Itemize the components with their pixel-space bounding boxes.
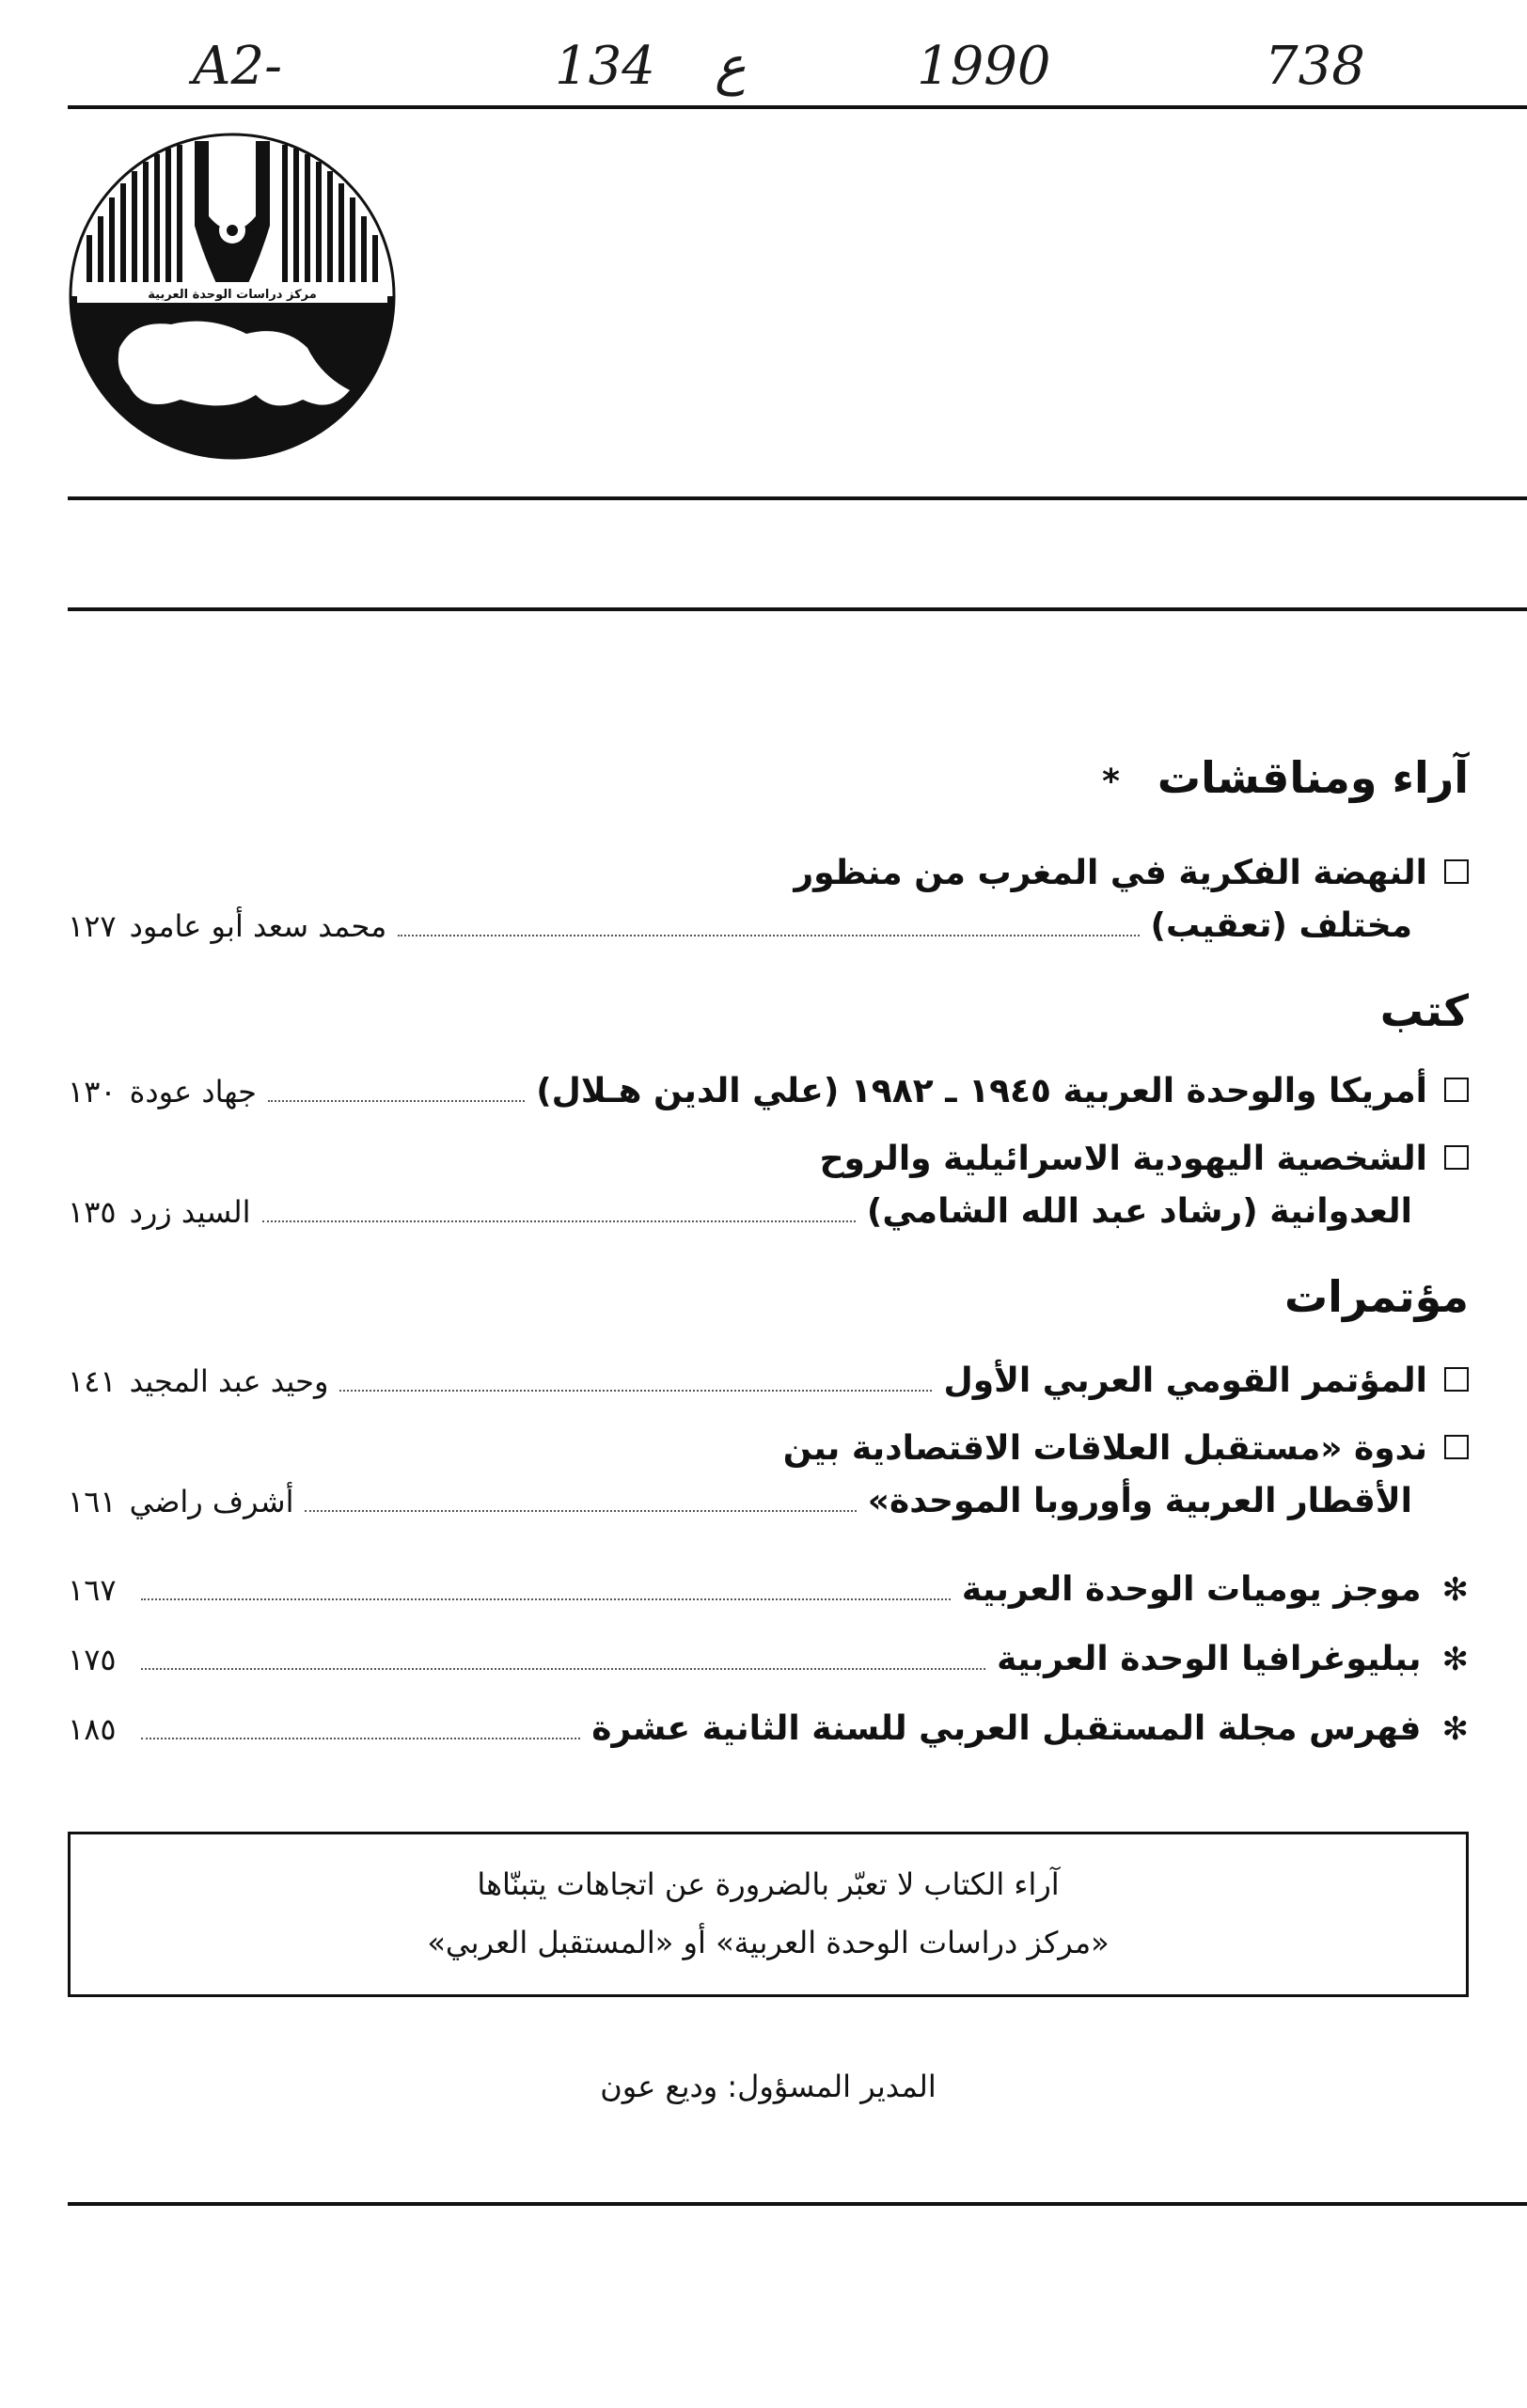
entry-title-cont: مختلف (تعقيب) [1150,906,1412,945]
dot-leader [141,1738,581,1739]
dot-leader [305,1510,856,1512]
entry-author: محمد سعد أبو عامود [129,908,387,944]
entry-author: أشرف راضي [129,1484,294,1519]
star-marker: * [1102,763,1120,801]
section-title-text: آراء ومناقشات [1157,752,1469,803]
asterisk-bullet: ✻ [1441,1571,1469,1609]
toc-entry[interactable] [68,1140,1469,1245]
entry-author: جهاد عودة [129,1074,257,1110]
entry-title: ببليوغرافيا الوحدة العربية [997,1640,1422,1678]
dot-leader [262,1220,856,1222]
center-logo [68,132,397,461]
toc-extra[interactable] [68,1640,1469,1692]
handwritten-note-5: 738 [1265,36,1365,97]
section-title-conferences [1284,1271,1469,1322]
entry-title-cont: الأقطار العربية وأوروبا الموحدة» [867,1482,1412,1520]
dot-leader [141,1668,986,1670]
entry-page: ١٣٥ [68,1194,117,1230]
toc-entry[interactable] [68,1072,1469,1125]
handwritten-note-1: A2- [193,36,282,97]
dot-leader [398,935,1139,936]
dot-leader [268,1100,525,1102]
entry-title: موجز يوميات الوحدة العربية [961,1570,1422,1609]
entry-page: ١٦٧ [68,1572,117,1608]
entry-author: وحيد عبد المجيد [129,1363,329,1399]
checkbox-bullet [1444,1435,1469,1459]
section-title-books [1380,985,1469,1036]
toc-entry[interactable] [68,1361,1469,1414]
section-title-text: كتب [1379,985,1469,1036]
disclaimer-line-2: «مركز دراسات الوحدة العربية» أو «المستقبل العربي» [427,1925,1110,1960]
entry-title: ندوة «مستقبل العلاقات الاقتصادية بين [782,1429,1427,1468]
disclaimer-line-1: آراء الكتاب لا تعبّر بالضرورة عن اتجاهات يتبنّاها [477,1866,1060,1902]
entry-page: ١٨٥ [68,1711,117,1747]
asterisk-bullet: ✻ [1441,1710,1469,1748]
toc-entry[interactable] [68,1429,1469,1535]
entry-title: أمريكا والوحدة العربية ١٩٤٥ ـ ١٩٨٢ (علي الدين هـلال) [536,1072,1427,1110]
disclaimer-box [68,1832,1469,1997]
entry-page: ١٢٧ [68,908,117,944]
handwritten-note-3: ع [715,36,747,97]
entry-page: ١٤١ [68,1363,117,1399]
entry-title: فهرس مجلة المستقبل العربي للسنة الثانية عشرة [591,1709,1422,1748]
entry-title: النهضة الفكرية في المغرب من منظور [794,854,1427,892]
dot-leader [339,1390,932,1392]
entry-page: ١٦١ [68,1484,117,1519]
entry-page: ١٧٥ [68,1642,117,1677]
asterisk-bullet: ✻ [1441,1641,1469,1678]
toc-entry[interactable] [68,854,1469,959]
director-credit: المدير المسؤول: وديع عون [600,2069,937,2104]
dot-leader [141,1598,951,1600]
logo-text: مركز دراسات الوحدة العربية [148,288,317,302]
rule-2 [68,496,1527,500]
section-title-opinions [1102,752,1469,803]
entry-page: ١٣٠ [68,1074,117,1110]
entry-title: الشخصية اليهودية الاسرائيلية والروح [819,1140,1427,1178]
entry-author: السيد زرد [129,1194,251,1230]
footer-rule [68,2202,1527,2206]
checkbox-bullet [1444,859,1469,884]
checkbox-bullet [1444,1145,1469,1170]
entry-title: المؤتمر القومي العربي الأول [943,1361,1427,1400]
handwritten-note-2: 134 [555,36,655,97]
checkbox-bullet [1444,1367,1469,1392]
toc-extra[interactable] [68,1570,1469,1623]
toc-extra[interactable] [68,1709,1469,1762]
rule-3 [68,607,1527,611]
checkbox-bullet [1444,1078,1469,1102]
section-title-text: مؤتمرات [1283,1271,1469,1322]
header-rule [68,105,1527,109]
handwritten-note-4: 1990 [917,36,1051,97]
entry-title-cont: العدوانية (رشاد عبد الله الشامي) [866,1192,1412,1231]
